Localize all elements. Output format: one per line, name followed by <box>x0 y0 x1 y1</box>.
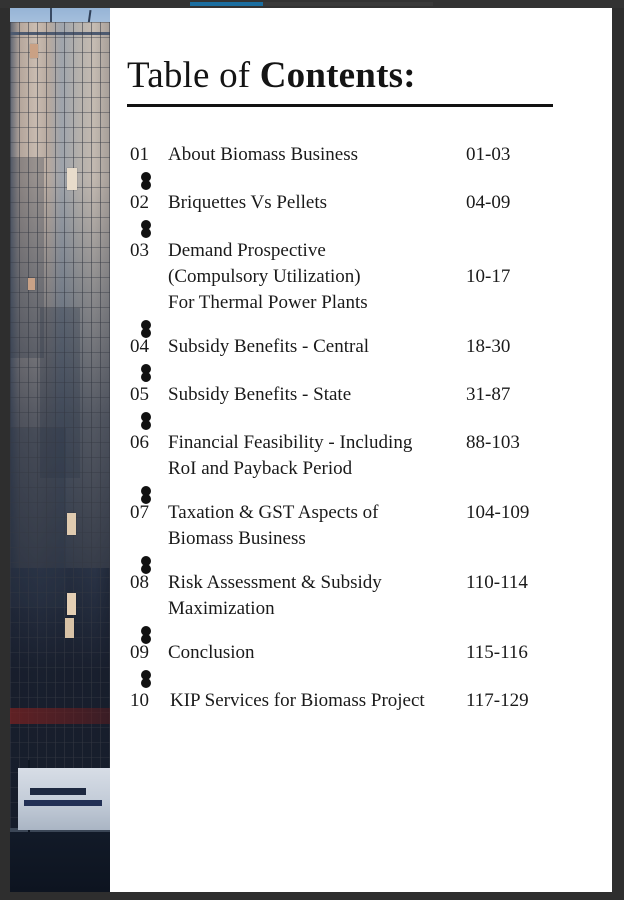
toc-item[interactable] <box>110 640 612 666</box>
toc-item-title-line: Conclusion <box>168 642 255 663</box>
toc-item-number: 09 <box>130 642 149 663</box>
toc-item[interactable] <box>110 382 612 408</box>
toc-item-title-line: (Compulsory Utilization) <box>168 266 361 287</box>
window-blind <box>28 278 35 290</box>
toc-list <box>110 8 612 892</box>
cover-photo <box>10 8 110 892</box>
toc-item-pages: 88-103 <box>466 432 520 453</box>
toc-item[interactable] <box>110 142 612 168</box>
toc-item[interactable] <box>110 430 612 482</box>
window-blind <box>67 168 77 190</box>
toc-item-number: 08 <box>130 572 149 593</box>
toc-item-title-line: Subsidy Benefits - State <box>168 384 352 405</box>
toc-item-title[interactable] <box>168 238 458 316</box>
toc-item[interactable] <box>110 570 612 622</box>
toc-item-number: 07 <box>130 502 149 523</box>
toc-item-title-line: Risk Assessment & Subsidy <box>168 572 382 593</box>
connector-dot-bottom <box>141 180 151 190</box>
toc-item-pages: 31-87 <box>466 384 511 405</box>
connector-dot-bottom <box>141 228 151 238</box>
toc-item-title-line: Taxation & GST Aspects of <box>168 502 379 523</box>
window-blind <box>65 618 74 638</box>
toc-item[interactable] <box>110 238 612 316</box>
toc-item-title-line: Subsidy Benefits - Central <box>168 336 370 357</box>
billboard-text-line-1 <box>30 788 86 795</box>
window-blind <box>67 513 76 535</box>
toc-item-title-line: Maximization <box>168 598 275 619</box>
toc-item-number: 06 <box>130 432 149 453</box>
toc-item-number: 02 <box>130 192 149 213</box>
billboard-text-line-2 <box>24 800 102 806</box>
toc-item-title[interactable] <box>168 190 458 216</box>
toc-item-number: 10 <box>130 690 149 711</box>
toc-item-pages: 117-129 <box>466 690 529 711</box>
toc-item-title[interactable] <box>168 382 458 408</box>
toc-item-title[interactable] <box>168 142 458 168</box>
toc-item-pages: 01-03 <box>466 144 511 165</box>
connector-dot-bottom <box>141 372 151 382</box>
toc-item-title[interactable] <box>168 430 458 482</box>
street-level <box>10 832 110 892</box>
content-column <box>110 8 612 892</box>
toc-item-number: 03 <box>130 240 149 261</box>
toc-item-title-line: KIP Services for Biomass Project <box>170 690 425 711</box>
toc-item-title-line: Financial Feasibility - Including <box>168 432 413 453</box>
toc-item-pages: 110-114 <box>466 572 528 593</box>
billboard <box>18 768 110 830</box>
toc-item-number: 05 <box>130 384 149 405</box>
toc-item-title-line: For Thermal Power Plants <box>168 292 368 313</box>
toc-item-pages: 18-30 <box>466 336 511 357</box>
red-signage-band <box>10 708 110 724</box>
toc-item[interactable] <box>110 190 612 216</box>
window-blind <box>30 44 38 58</box>
toc-item-title[interactable] <box>168 334 458 360</box>
toc-item-title-line: Briquettes Vs Pellets <box>168 192 328 213</box>
page-title-bold: Contents: <box>259 55 416 96</box>
toc-item[interactable] <box>110 688 612 714</box>
toc-item-title-line: Biomass Business <box>168 528 306 549</box>
connector-dot-bottom <box>141 420 151 430</box>
toc-item-title-line: Demand Prospective <box>168 240 326 261</box>
toc-item-title[interactable] <box>168 500 458 552</box>
toc-item[interactable] <box>110 500 612 552</box>
toc-item-pages: 104-109 <box>466 502 530 523</box>
toc-item-pages: 115-116 <box>466 642 528 663</box>
toc-item-number: 01 <box>130 144 149 165</box>
toc-item-pages: 10-17 <box>466 266 511 287</box>
toc-item-number: 04 <box>130 336 149 357</box>
top-progress-bar[interactable] <box>0 0 624 8</box>
toc-item[interactable] <box>110 334 612 360</box>
toc-item-title[interactable] <box>168 640 458 666</box>
toc-item-title[interactable] <box>170 688 460 714</box>
progress-fill <box>190 2 263 6</box>
window-blind <box>67 593 76 615</box>
connector-dot-bottom <box>141 678 151 688</box>
toc-item-title[interactable] <box>168 570 458 622</box>
toc-item-title-line: About Biomass Business <box>168 144 359 165</box>
document-page <box>10 8 612 892</box>
toc-item-title-line: RoI and Payback Period <box>168 458 353 479</box>
toc-item-pages: 04-09 <box>466 192 511 213</box>
page-title-regular: Table of <box>127 55 260 96</box>
